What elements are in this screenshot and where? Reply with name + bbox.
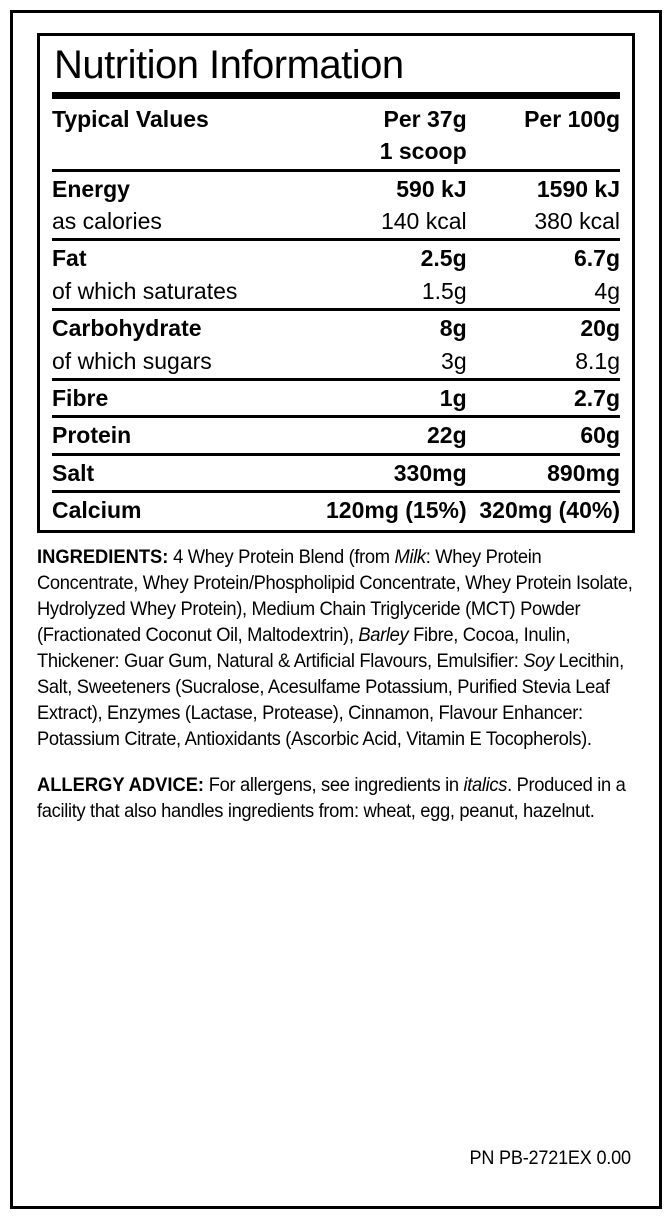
header-blank-2 xyxy=(467,135,620,167)
row-per-serving: 120mg (15%) xyxy=(326,496,467,523)
table-header-row xyxy=(52,103,620,135)
row-per-serving: 2.5g xyxy=(420,245,467,272)
table-row xyxy=(52,419,620,451)
allergy-italics-word: italics xyxy=(463,773,508,796)
ingredients-allergen-soy: Soy xyxy=(523,650,554,672)
nutrition-information-box xyxy=(37,33,635,533)
row-per-serving: 1.5g xyxy=(421,277,467,304)
table-header-subrow xyxy=(52,135,620,167)
row-label: as calories xyxy=(52,208,162,235)
ingredients-allergen-barley: Barley xyxy=(358,624,409,647)
row-label: Energy xyxy=(52,175,130,202)
row-per-serving: 3g xyxy=(441,347,467,374)
table-row xyxy=(52,382,620,414)
nutrition-title: Nutrition Information xyxy=(54,43,404,87)
table-row xyxy=(52,275,620,307)
header-typical-values: Typical Values xyxy=(52,106,209,132)
allergy-advice-paragraph xyxy=(37,773,633,825)
row-label: Salt xyxy=(52,459,95,486)
allergy-text-1: For allergens, see ingredients in xyxy=(204,773,464,796)
row-label: of which saturates xyxy=(52,277,238,304)
row-per-100g: 2.7g xyxy=(573,384,620,411)
row-label: Fibre xyxy=(52,384,109,411)
ingredients-label: INGREDIENTS: xyxy=(37,546,169,569)
row-per-100g: 20g xyxy=(580,315,620,342)
row-label: Protein xyxy=(52,422,132,449)
table-row xyxy=(52,205,620,237)
row-label: of which sugars xyxy=(52,347,212,374)
row-per-100g: 6.7g xyxy=(573,245,620,272)
label-inner xyxy=(13,13,659,1206)
row-label: Fat xyxy=(52,245,87,272)
row-per-100g: 1590 kJ xyxy=(536,175,620,202)
table-row xyxy=(52,345,620,377)
label-panel xyxy=(10,10,662,1209)
row-per-100g: 320mg (40%) xyxy=(479,496,620,523)
ingredients-allergen-milk: Milk xyxy=(394,546,426,569)
row-per-serving: 140 kcal xyxy=(380,208,467,235)
row-per-serving: 330mg xyxy=(393,459,467,486)
row-per-100g: 890mg xyxy=(547,459,620,486)
row-per-serving: 1g xyxy=(439,384,467,411)
part-number: PN PB-2721EX 0.00 xyxy=(469,1148,631,1169)
row-per-100g: 60g xyxy=(580,422,620,449)
row-label: Calcium xyxy=(52,496,142,523)
row-per-100g: 380 kcal xyxy=(534,208,620,235)
row-per-serving: 590 kJ xyxy=(396,175,467,202)
table-row xyxy=(52,173,620,205)
ingredients-paragraph xyxy=(37,545,633,752)
row-per-serving: 22g xyxy=(426,422,467,449)
header-per-serving: Per 37g xyxy=(383,106,467,132)
row-per-serving: 8g xyxy=(439,315,467,342)
ingredients-text-4: Lecithin, Salt, Sweeteners (Sucralose, Acesulfame Potassium, Purified Stevia Leaf Extract), Enzymes (Lactase, Protease), Cinnamon, Flavour Enhancer: Potassium Citrate, Antioxidants (Ascorbic Acid, Vitamin E Tocopherols). xyxy=(37,650,624,750)
row-per-100g: 8.1g xyxy=(575,347,620,374)
table-row xyxy=(52,457,620,489)
row-label: Carbohydrate xyxy=(52,315,202,342)
row-per-100g: 4g xyxy=(594,277,620,304)
allergy-advice-label: ALLERGY ADVICE: xyxy=(37,773,205,796)
header-scoop: 1 scoop xyxy=(379,138,467,165)
table-row xyxy=(52,312,620,344)
title-rule xyxy=(52,92,620,99)
nutrition-table xyxy=(52,103,620,526)
ingredients-text-2: : Whey Protein Concentrate, Whey Protein/Phospholipid Concentrate, Whey Protein Isolate, Hydrolyzed Whey Protein), Medium Chain Triglyceride (MCT) Powder (Fractionated Coconut Oil, Maltodextrin), xyxy=(37,546,633,647)
table-row xyxy=(52,494,620,526)
header-per-100g: Per 100g xyxy=(524,106,620,132)
table-row xyxy=(52,242,620,274)
allergy-text-2: . Produced in a facility that also handles ingredients from: wheat, egg, peanut, hazelnut. xyxy=(37,773,626,822)
nutrition-table-body xyxy=(52,103,620,526)
ingredients-text-3: Fibre, Cocoa, Inulin, Thickener: Guar Gum, Natural & Artificial Flavours, Emulsifier: xyxy=(37,624,571,672)
ingredients-text-1: 4 Whey Protein Blend (from xyxy=(168,546,395,569)
header-blank xyxy=(52,135,308,167)
